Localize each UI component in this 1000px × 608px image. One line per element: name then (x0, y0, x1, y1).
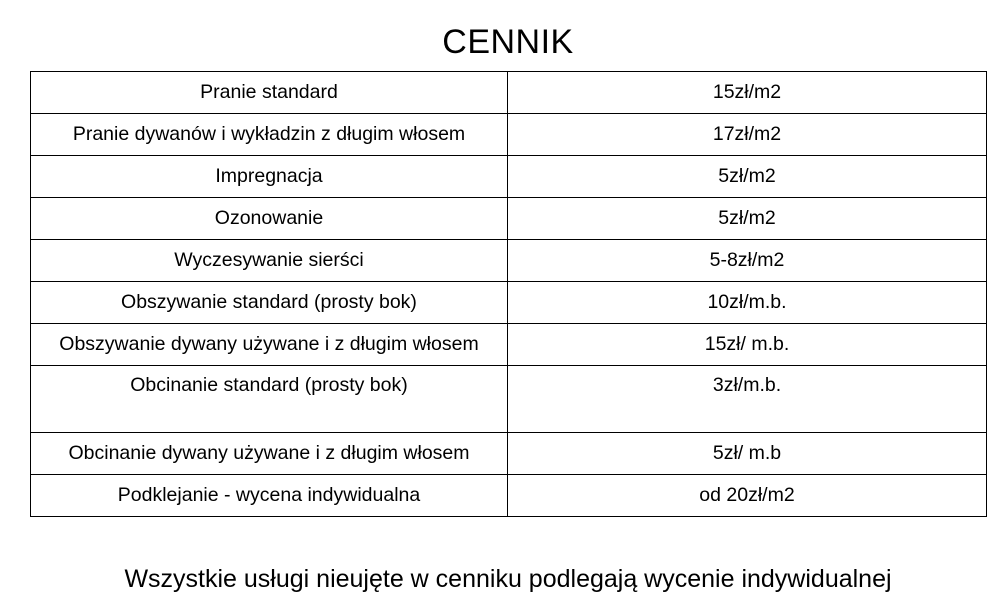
service-name: Pranie dywanów i wykładzin z długim włosem (31, 114, 508, 156)
table-row (31, 282, 987, 324)
service-price: 10zł/m.b. (508, 282, 987, 324)
service-name: Pranie standard (31, 72, 508, 114)
service-price: 5zł/m2 (508, 156, 987, 198)
table-row (31, 198, 987, 240)
service-name: Wyczesywanie sierści (31, 240, 508, 282)
service-name: Obszywanie dywany używane i z długim włosem (31, 324, 508, 366)
service-name: Podklejanie - wycena indywidualna (31, 475, 508, 517)
service-name: Obszywanie standard (prosty bok) (31, 282, 508, 324)
service-name: Obcinanie standard (prosty bok) (31, 366, 508, 433)
service-price: 17zł/m2 (508, 114, 987, 156)
footer-note: Wszystkie usługi nieujęte w cenniku podlegają wycenie indywidualnej (124, 565, 892, 593)
service-price: 3zł/m.b. (508, 366, 987, 433)
price-table (30, 71, 987, 517)
table-row (31, 475, 987, 517)
page-title: CENNIK (442, 23, 574, 61)
table-row (31, 366, 987, 433)
table-row (31, 240, 987, 282)
service-price: 15zł/m2 (508, 72, 987, 114)
table-row (31, 324, 987, 366)
table-row (31, 433, 987, 475)
table-row (31, 114, 987, 156)
table-row (31, 72, 987, 114)
service-price: 5-8zł/m2 (508, 240, 987, 282)
service-price: 15zł/ m.b. (508, 324, 987, 366)
service-price: 5zł/ m.b (508, 433, 987, 475)
table-row (31, 156, 987, 198)
service-name: Obcinanie dywany używane i z długim włosem (31, 433, 508, 475)
service-price: od 20zł/m2 (508, 475, 987, 517)
service-name: Impregnacja (31, 156, 508, 198)
service-price: 5zł/m2 (508, 198, 987, 240)
service-name: Ozonowanie (31, 198, 508, 240)
